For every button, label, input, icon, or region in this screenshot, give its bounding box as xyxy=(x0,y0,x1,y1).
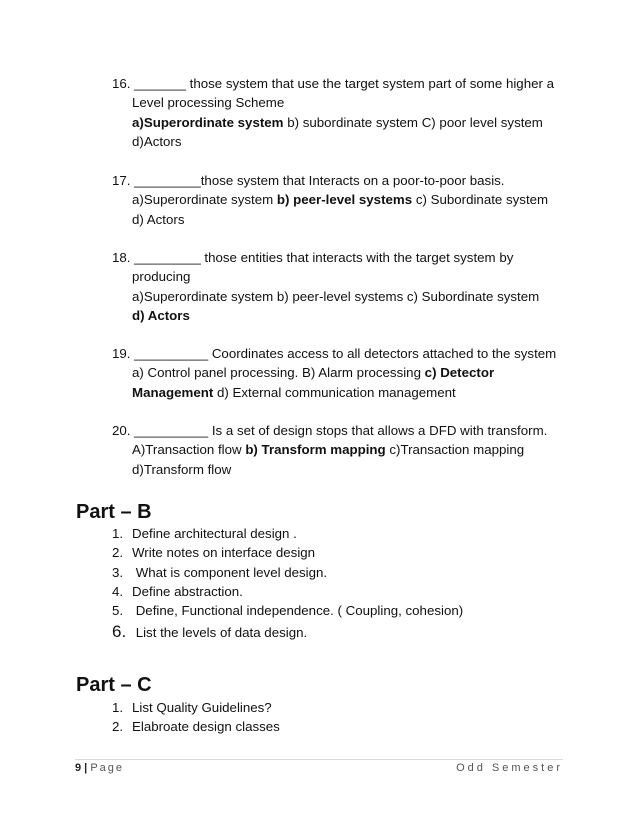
page-label: Page xyxy=(90,762,125,774)
question-20 xyxy=(112,421,572,479)
question-19 xyxy=(112,344,572,402)
question-16 xyxy=(112,74,572,151)
list-number: 2. xyxy=(112,545,124,561)
question-options xyxy=(112,190,572,209)
question-text: 18. _________ those entities that interacts with the target system by xyxy=(112,250,514,265)
list-text: Elabroate design classes xyxy=(132,719,280,735)
option-text: a)Superordinate system b) peer-level systems c) Subordinate system xyxy=(132,288,540,304)
list-item xyxy=(112,717,280,736)
answer-option: a)Superordinate system xyxy=(132,114,284,130)
question-18 xyxy=(112,248,572,325)
list-text: List the levels of data design. xyxy=(132,625,308,641)
question-options xyxy=(112,440,572,459)
list-item xyxy=(112,582,463,601)
question-text: 16. _______ those system that use the target system part of some higher a xyxy=(112,76,555,91)
footer-page xyxy=(75,762,124,774)
option-text: d) Actors xyxy=(132,211,185,227)
list-number: 2. xyxy=(112,719,124,735)
part-c-heading: Part – C xyxy=(76,674,152,696)
list-text: Define architectural design . xyxy=(132,526,297,541)
list-item xyxy=(112,698,280,717)
option-text: a) Control panel processing. B) Alarm processing xyxy=(132,365,425,381)
list-text: Define abstraction. xyxy=(132,583,243,599)
footer-divider xyxy=(75,759,563,760)
option-text: a)Superordinate system xyxy=(132,192,277,208)
list-item xyxy=(112,601,463,620)
list-number: 1. xyxy=(112,526,124,541)
answer-option: c) Detector xyxy=(424,365,495,381)
question-options xyxy=(112,383,572,402)
option-text: d) External communication management xyxy=(213,384,456,400)
semester-label: Odd Semester xyxy=(456,762,563,774)
list-number: 4. xyxy=(112,583,124,599)
question-text: producing xyxy=(132,269,191,285)
answer-option: b) peer-level systems xyxy=(276,192,413,208)
list-item xyxy=(112,524,463,543)
answer-option: d) Actors xyxy=(132,307,190,323)
list-number: 5. xyxy=(112,603,124,619)
list-item xyxy=(112,620,463,645)
question-17 xyxy=(112,171,572,229)
option-text: c)Transaction mapping xyxy=(385,442,525,458)
list-number: 1. xyxy=(112,700,124,715)
option-text: A)Transaction flow xyxy=(132,442,246,458)
part-b-heading: Part – B xyxy=(76,501,152,523)
option-text: c) Subordinate system xyxy=(412,192,549,208)
list-item xyxy=(112,543,463,562)
footer-separator: | xyxy=(81,762,91,774)
option-text: d)Actors xyxy=(132,133,182,149)
answer-option: b) Transform mapping xyxy=(245,442,386,458)
option-text: d)Transform flow xyxy=(132,461,232,477)
list-text: Write notes on interface design xyxy=(132,545,316,561)
list-text: Define, Functional independence. ( Coupling, cohesion) xyxy=(132,603,464,619)
question-options xyxy=(112,113,572,132)
question-text: 17. _________those system that Interacts on a poor-to-poor basis. xyxy=(112,173,505,188)
question-text: 20. __________ Is a set of design stops that allows a DFD with transform. xyxy=(112,423,548,438)
question-text: 19. __________ Coordinates access to all detectors attached to the system xyxy=(112,346,557,361)
list-text: What is component level design. xyxy=(132,564,328,580)
page-number: 9 xyxy=(75,762,82,774)
question-text: Level processing Scheme xyxy=(132,95,285,111)
question-options xyxy=(112,363,572,382)
list-item xyxy=(112,563,463,582)
part-b-list xyxy=(112,524,463,645)
part-c-list xyxy=(112,698,280,737)
list-text: List Quality Guidelines? xyxy=(132,700,272,715)
list-number: 6. xyxy=(112,622,127,642)
option-text: b) subordinate system C) poor level system xyxy=(283,114,543,130)
answer-option: Management xyxy=(132,384,214,400)
list-number: 3. xyxy=(112,564,124,580)
